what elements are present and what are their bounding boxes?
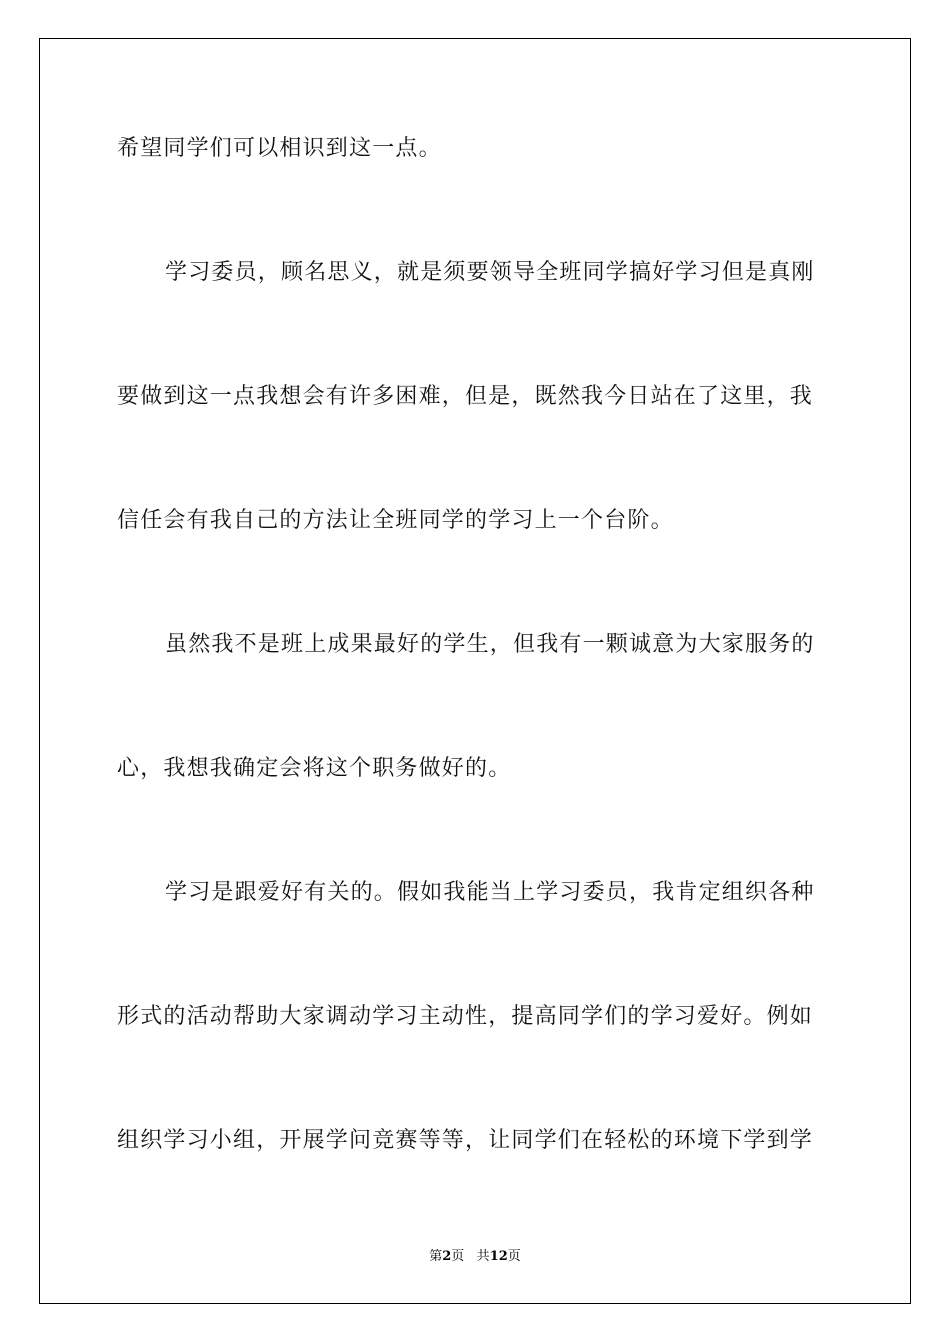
page-footer (0, 1248, 950, 1266)
paragraph-line: 学习是跟爱好有关的。假如我能当上学习委员，我肯定组织各种 (165, 880, 815, 905)
paragraph-line: 学习委员，顾名思义，就是须要领导全班同学搞好学习但是真刚 (165, 260, 815, 285)
footer-total-pages: 12 (489, 1249, 508, 1264)
paragraph-line: 希望同学们可以相识到这一点。 (117, 136, 442, 161)
footer-total-suffix: 页 (507, 1249, 521, 1264)
paragraph-line: 心，我想我确定会将这个职务做好的。 (117, 756, 512, 781)
footer-page-suffix: 页 (451, 1249, 465, 1264)
page-border (39, 38, 911, 1304)
paragraph-line: 信任会有我自己的方法让全班同学的学习上一个台阶。 (117, 508, 674, 533)
paragraph-line: 形式的活动帮助大家调动学习主动性，提高同学们的学习爱好。例如 (117, 1004, 814, 1029)
footer-total-prefix: 共 (476, 1249, 490, 1264)
paragraph-line: 虽然我不是班上成果最好的学生，但我有一颗诚意为大家服务的 (165, 632, 815, 657)
footer-page-prefix: 第 (429, 1249, 443, 1264)
paragraph-line: 组织学习小组，开展学问竞赛等等，让同学们在轻松的环境下学到学 (117, 1128, 814, 1153)
footer-page-number: 2 (442, 1249, 452, 1264)
paragraph-line: 要做到这一点我想会有许多困难，但是，既然我今日站在了这里，我 (117, 384, 814, 409)
